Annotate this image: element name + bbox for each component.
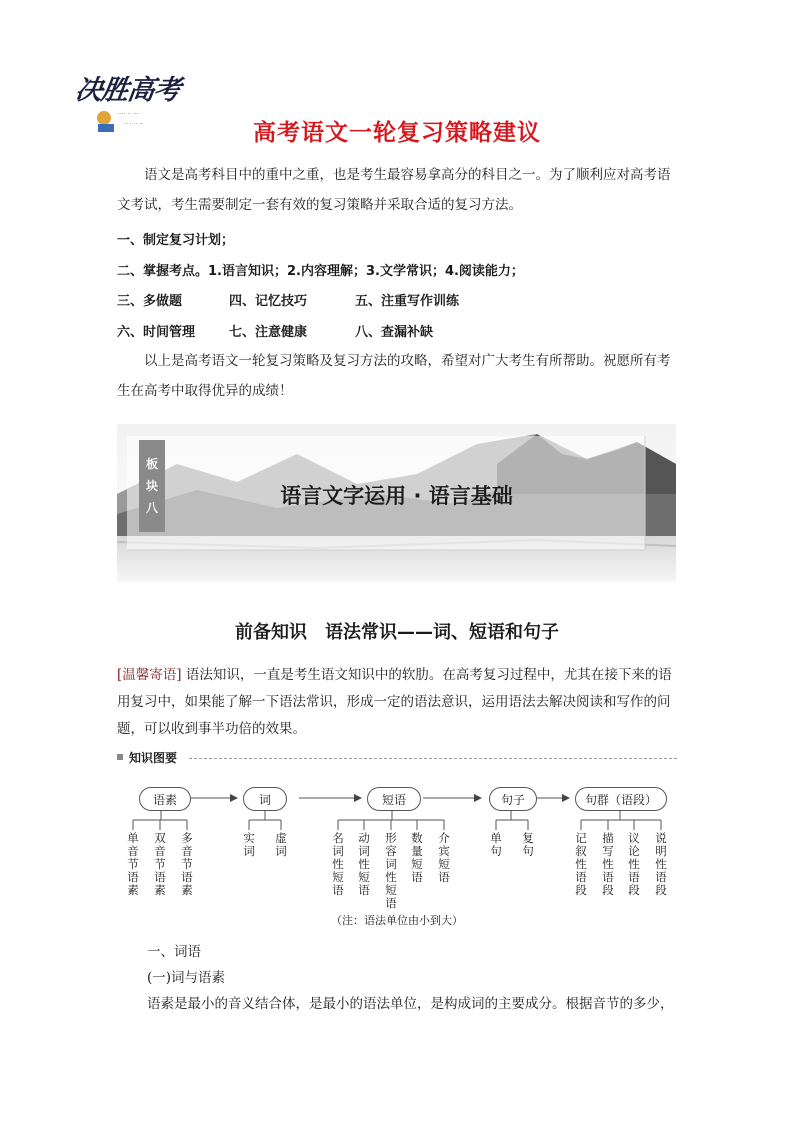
heading-words: 一、词语 (147, 944, 201, 960)
diagram-note: （注：语法单位由小到大） (331, 914, 463, 927)
leaf-label: 实词 (243, 831, 255, 858)
banner-tag-char-2: 块 (145, 479, 158, 493)
page-title: 高考语文一轮复习策略建议 (253, 120, 541, 146)
point-7: 七、注意健康 (229, 325, 308, 340)
tip-label: [温馨寄语] (117, 667, 182, 683)
point-1: 一、制定复习计划； (117, 233, 235, 248)
point-4: 四、记忆技巧 (229, 294, 308, 309)
leaf-label: 介宾短语 (438, 831, 450, 884)
tip-paragraph (117, 662, 677, 743)
node-phrase: 短语 (367, 787, 421, 811)
leaf-label: 双音节语素 (154, 831, 166, 897)
grammar-units-diagram (117, 780, 677, 920)
banner-tag-char-3: 八 (145, 501, 158, 515)
banner-tag-char-1: 板 (145, 457, 158, 471)
knowledge-map-label: 知识图要 (129, 751, 178, 765)
node-sentence: 句子 (489, 787, 537, 811)
point-8: 八、查漏补缺 (355, 325, 434, 340)
leaf-label: 单音节语素 (127, 831, 139, 897)
node-morpheme: 语素 (139, 787, 191, 811)
intro-paragraph: 语文是高考科目中的重中之重，也是考生最容易拿高分的科目之一。为了顺利应对高考语文考试，考生需要制定一套有效的复习策略并采取合适的复习方法。 (117, 167, 671, 213)
leaf-label: 形容词性短语 (385, 831, 397, 910)
leaf-label: 名词性短语 (332, 831, 344, 897)
logo-text: 决胜高考 (73, 75, 182, 106)
node-word: 词 (243, 787, 287, 811)
svg-text:·· · ·· ··: ·· · ·· ·· (124, 121, 144, 128)
leaf-label: 动词性短语 (358, 831, 370, 897)
point-5: 五、注重写作训练 (355, 294, 460, 309)
leaf-label: 描写性语段 (602, 831, 614, 897)
knowledge-map-heading (117, 750, 677, 770)
banner-title: 语言文字运用 · 语言基础 (280, 484, 513, 508)
leaf-label: 多音节语素 (181, 831, 193, 897)
leaf-label: 复句 (522, 831, 534, 858)
section-banner (117, 424, 676, 582)
section-title: 前备知识 语法常识——词、短语和句子 (235, 622, 559, 643)
point-2: 二、掌握考点。1.语言知识；2.内容理解；3.文学常识；4.阅读能力； (117, 264, 524, 279)
leaf-label: 数量短语 (411, 831, 423, 884)
svg-text:···· ·· ···: ···· ·· ··· (118, 111, 139, 118)
leaf-label: 虚词 (275, 831, 287, 858)
heading-word-and-morpheme: (一)词与语素 (147, 970, 226, 986)
leaf-label: 说明性语段 (655, 831, 667, 897)
node-sentence-group: 句群（语段） (575, 787, 667, 811)
body-paragraph: 语素是最小的音义结合体，是最小的语法单位，是构成词的主要成分。根据音节的多少， (147, 996, 674, 1012)
tip-text: 语法知识，一直是考生语文知识中的软肋。在高考复习过程中，尤其在接下来的语用复习中，如果能了解一下语法常识，形成一定的语法意识，运用语法去解决阅读和写作的问题，可以收到事半功倍的效果。 (117, 667, 672, 737)
leaf-label: 议论性语段 (628, 831, 640, 897)
point-3: 三、多做题 (117, 294, 183, 309)
closing-paragraph: 以上是高考语文一轮复习策略及复习方法的攻略，希望对广大考生有所帮助。祝愿所有考生在高考中取得优异的成绩！ (117, 353, 671, 399)
leaf-label: 记叙性语段 (575, 831, 587, 897)
divider (189, 758, 677, 759)
point-6: 六、时间管理 (117, 325, 196, 340)
leaf-label: 单句 (490, 831, 502, 858)
square-bullet-icon (117, 754, 123, 760)
